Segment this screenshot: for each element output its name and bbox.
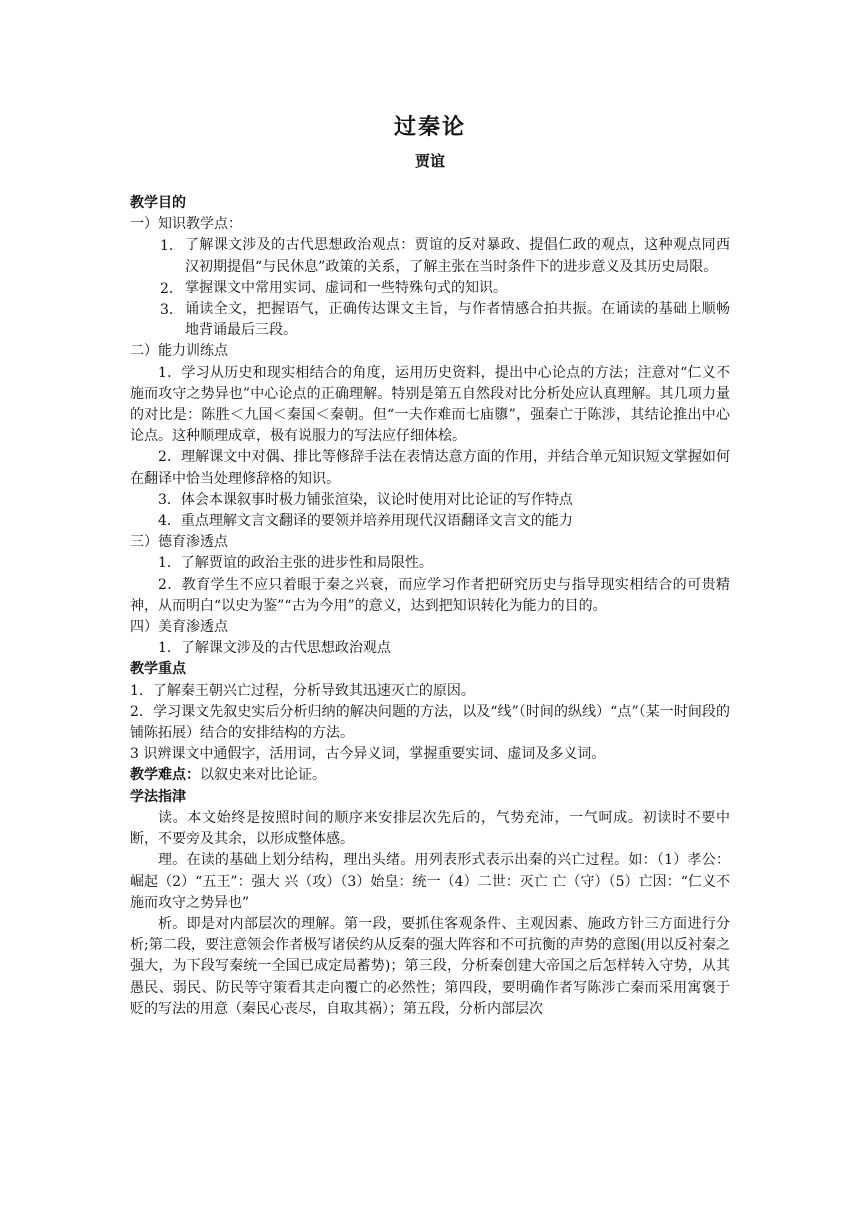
paragraph: 2．教育学生不应只着眼于秦之兴衰，而应学习作者把研究历史与指导现实相结合的可贵精神，从而明白“以史为鉴”“古为今用”的意义，达到把知识转化为能力的目的。 (130, 576, 730, 614)
list-item-number: 3． (160, 302, 183, 319)
paragraph: 1．了解课文涉及的古代思想政治观点 (158, 640, 391, 657)
section-heading-difficulty: 教学难点： (130, 767, 200, 784)
paragraph: 4．重点理解文言文翻译的要领并培养用现代汉语翻译文言文的能力 (158, 513, 573, 530)
section-heading-method: 学法指津 (130, 788, 186, 805)
list-item (130, 299, 730, 341)
paragraph: 1．了解秦王朝兴亡过程，分析导致其迅速灭亡的原因。 (130, 682, 475, 699)
subheading-aesthetic: 四）美育渗透点 (130, 619, 228, 636)
subheading-ability: 二）能力训练点 (130, 343, 228, 360)
list-item (130, 235, 730, 277)
section-heading-objectives: 教学目的 (130, 195, 186, 211)
document-body (130, 193, 730, 1020)
subheading-moral: 三）德育渗透点 (130, 534, 228, 551)
section-heading-key-points: 教学重点 (130, 661, 186, 678)
list-item-text: 了解课文涉及的古代思想政治观点：贾谊的反对暴政、提倡仁政的观点，这种观点同西汉初期提倡“与民休息”政策的关系，了解主张在当时条件下的进步意义及其历史局限。 (185, 237, 730, 275)
list-item-text: 掌握课文中常用实词、虚词和一些特殊句式的知识。 (185, 279, 507, 296)
author-name: 贾谊 (414, 152, 445, 170)
paragraph: 3．体会本课叙事时极力铺张渲染，议论时使用对比论证的写作特点 (158, 491, 573, 508)
subheading-knowledge: 一）知识教学点： (130, 216, 242, 233)
list-item-number: 2． (160, 280, 183, 297)
list-item-text: 诵读全文，把握语气，正确传达课文主旨，与作者情感合拍共振。在诵读的基础上顺畅地背诵最后三段。 (185, 301, 730, 339)
paragraph: 2．理解课文中对偶、排比等修辞手法在表情达意方面的作用，并结合单元知识短文掌握如何在翻译中恰当处理修辞格的知识。 (130, 449, 730, 487)
paragraph: 1．了解贾谊的政治主张的进步性和局限性。 (158, 555, 433, 572)
paragraph: 2．学习课文先叙史实后分析归纳的解决问题的方法，以及“线”（时间的纵线）“点”（某一时间段的铺陈拓展）结合的安排结构的方法。 (130, 703, 730, 742)
list-item-number: 1． (160, 238, 183, 255)
paragraph: 析。即是对内部层次的理解。第一段，要抓住客观条件、主观因素、施政方针三方面进行分析;第二段，要注意领会作者极写诸侯约从反秦的强大阵容和不可抗衡的声势的意图(用以反衬秦之强大，为下段写秦统一全国已成定局蓄势)；第三段，分析秦创建大帝国之后怎样转入守势，从其愚民、弱民、防民等守策看其走向覆亡的必然性；第四段，要明确作者写陈涉亡秦而采用寓褒于贬的写法的用意（秦民心丧尽，自取其祸）；第五段，分析内部层次 (130, 915, 730, 1017)
paragraph: 1．学习从历史和现实相结合的角度，运用历史资料，提出中心论点的方法；注意对“仁义不施而攻守之势异也”中心论点的正确理解。特别是第五自然段对比分析处应认真理解。其几项力量的对比是：陈胜＜九国＜秦国＜秦朝。但“一夫作难而七庙隳”，强秦亡于陈涉，其结论推出中心论点。这种顺理成章，极有说服力的写法应仔细体桧。 (130, 364, 730, 445)
difficulty-line (130, 765, 730, 786)
paragraph: 3 识辨课文中通假字，活用词，古今异义词，掌握重要实词、虚词及多义词。 (130, 746, 606, 763)
list-item (130, 278, 730, 299)
paragraph: 理。在读的基础上划分结构，理出头绪。用列表形式表示出秦的兴亡过程。如：（1）孝公：崛起（2）“五王”：强大 兴（攻）（3）始皇：统一（4）二世：灭亡 亡（守）（5）亡因：“仁义不施而攻守之势异也” (130, 852, 730, 911)
page-title: 过秦论 (393, 115, 466, 140)
paragraph: 读。本文始终是按照时间的顺序来安排层次先后的，气势充沛，一气呵成。初读时不要中断，不要旁及其余，以形成整体感。 (130, 809, 730, 848)
difficulty-text: 以叙史来对比论证。 (200, 767, 326, 784)
